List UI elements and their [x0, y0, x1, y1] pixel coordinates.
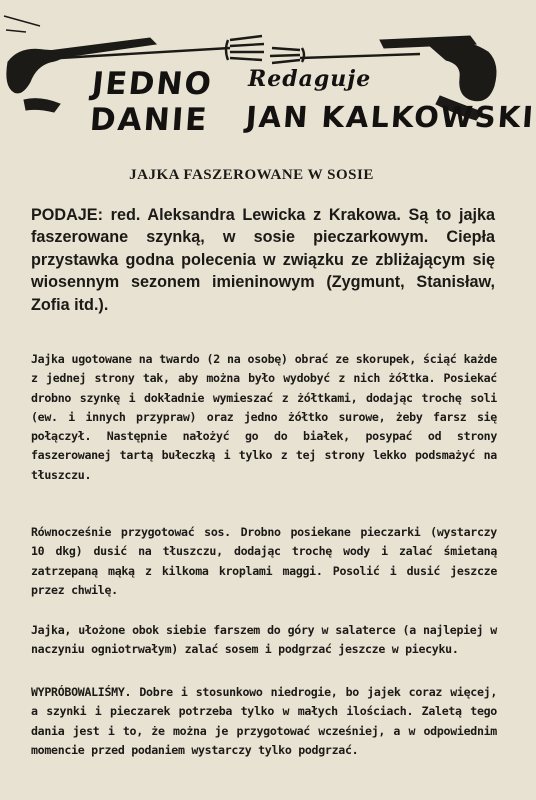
right-fork-icon	[270, 48, 420, 63]
masthead-line1: JEDNO	[90, 66, 215, 102]
masthead-editor-name: JAN KALKOWSKI	[244, 100, 536, 134]
masthead-line2: DANIE	[88, 102, 210, 138]
right-hand-shape	[430, 41, 496, 101]
article-paragraph-1: Jajka ugotowane na twardo (2 na osobę) obrać ze skorupek, ściąć każde z jednej strony tak, aby można było wydobyć z nich żółtka. Posiekać drobno szynkę i dokładnie wymieszać z żółtkami, dodając trochę soli (ew. i innych przypraw) oraz jedno żółtko surowe, żeby farsz się połączył. Następnie nałożyć go do białek, posypać od strony faszerowanej tartą bułeczką i tylko z tej strony lekko podsmażyć na tłuszczu.	[31, 352, 497, 482]
article-paragraph-2: Równocześnie przygotować sos. Drobno posiekane pieczarki (wystarczy 10 dkg) dusić na tłuszczu, dodając trochę wody i zalać śmietaną zatrzepaną mąką z kilkoma kroplami maggi. Posolić i dusić jeszcze przez chwilę.	[31, 525, 497, 597]
article-title: JAJKA FASZEROWANE W SOSIE	[129, 167, 374, 183]
article-paragraph-3: Jajka, ułożone obok siebie farszem do góry w salaterce (a najlepiej w naczyniu ogniotrwałym) zalać sosem i podgrzać jeszcze w piecyku.	[31, 623, 497, 657]
article-lead: PODAJE: red. Aleksandra Lewicka z Krakowa. Są to jajka faszerowane szynką, w sosie pieczarkowym. Ciepła przystawka godna polecenia w związku ze zbliżającym się wiosennym sezonem imieninowym (Zygmunt, Stanisław, Zofia itd.).	[31, 206, 495, 314]
masthead-editor-label: Redaguje	[248, 66, 372, 92]
article-paragraph-4: WYPRÓBOWALIŚMY. Dobre i stosunkowo niedrogie, bo jajek coraz więcej, a szynki i pieczarek potrzeba tylko w małych ilościach. Zaletą tego dania jest i to, że można je przygotować wcześniej, a w odpowiednim momencie przed podaniem wystarczy tylko podgrzać.	[31, 685, 497, 757]
masthead	[0, 0, 536, 146]
